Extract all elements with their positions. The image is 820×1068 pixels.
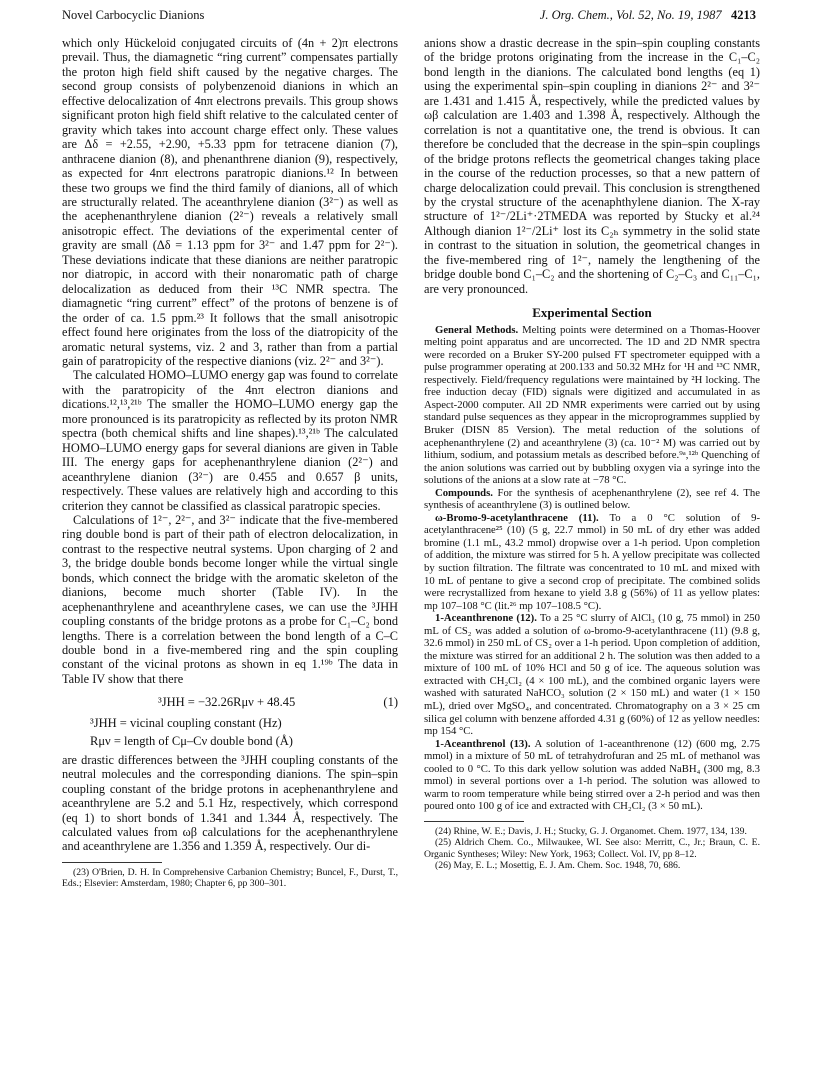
paragraph-text: Melting points were determined on a Thomas-Hoover melting point apparatus and are uncorrected. The 1D and 2D NMR spectra were recorded on a Bruker SY-200 pulsed FT spectrometer equipped with a pulse programmer operating at 200.133 and 50.32 MHz for ¹H and ¹³C NMR, respectively. Field/frequency regulations were maintained by ²H locking. The free induction decay (FID) signals were digitized and accumulated in as Aspect-2000 computer. All 2D NMR experiments were carried out by using standard pulse sequences as they appear in the microprogrammes supplied by Bruker (DISN 85 Version). The metal reduction of the solutions of acephenanthrylene (2) and aceanthrylene (3) (ca. 10⁻² M) was carried out by lithium, sodium, and potassium metals as described before.⁹ᵃ,¹²ᵇ Quenching of the anion solutions was carried out by bubbling oxygen via a syringe into the solutions of the anions at a slow rate at −78 °C. (424, 323, 760, 487)
body-paragraph: Calculations of 1²⁻, 2²⁻, and 3²⁻ indicate that the five-membered ring double bond is part of their path of electron delocalization, in contrast to the respective neutral systems. Upon charging of 2 and 3, the bridge double bonds become longer while the virtual single bonds, which connect the bridge with the aromatic skeleton of the dianions, become much shorter (Table IV). In the acephenanthrylene and aceanthrylene cases, we can use the ³JHH coupling constants of the bridge protons as a probe for C₁–C₂ bond lengths. There is a correlation between the bond length of a C–C double bond in a five-membered ring and the spin coupling constant of the vicinal protons as shown in eq 1.¹⁹ᵇ The data in Table IV show that there (62, 512, 398, 686)
run-in-heading: Compounds. (435, 486, 493, 499)
experimental-paragraph (424, 487, 760, 512)
experimental-paragraph (424, 612, 760, 737)
experimental-section (424, 324, 760, 813)
run-in-heading: 1-Aceanthrenone (12). (435, 612, 537, 625)
equation-number: (1) (383, 695, 398, 710)
body-paragraph: The calculated HOMO–LUMO energy gap was found to correlate with the paratropicity of the 4nπ electron dianions and dications.¹²,¹³,²¹ᵇ The smaller the HOMO–LUMO energy gap the more pronounced is its paratropicity as reflected by its proton NMR spectra (both chemical shifts and line shapes).¹³,²¹ᵇ The calculated HOMO–LUMO energy gaps for several dianions are given in Table III. The energy gaps for acephenanthrylene dianion (2²⁻) and aceanthrylene dianion (3²⁻) are 0.455 and 0.657 β units, respectively. These values are relatively high and according to this criterion they cannot be classified as classical paratropic species. (62, 368, 398, 513)
equation-definition: ³JHH = vicinal coupling constant (Hz) (90, 715, 282, 730)
run-in-heading: General Methods. (435, 323, 519, 336)
experimental-paragraph (424, 512, 760, 612)
journal-citation (540, 8, 756, 23)
left-column (62, 36, 398, 890)
paragraph-text: A solution of 1-aceanthrenone (12) (600 mg, 2.75 mmol) in a mixture of 50 mL of tetrahydrofuran and 25 mL of methanol was cooled to 0 °C. To this dark yellow solution was added NaBH₄ (300 mg, 8.3 mmol) in several portions over a 1-h period. The solution was allowed to warm to room temperature while being stirred over a 2-h period and was then poured onto 100 g of ice and extracted with CH₂Cl₂ (3 × 50 mL). (424, 737, 760, 813)
body-paragraph: which only Hückeloid conjugated circuits of (4n + 2)π electrons prevail. Thus, the diamagnetic “ring current” compensates partially the proton high field shift caused by the negative charges. The second group consists of polybenzenoid dianions in which an effective delocalization of 4nπ electrons prevails. This group shows significant proton high field shift relative to the calculated center of gravity which takes into account charge effect only. These values are Δδ = +2.55, +2.90, +5.33 ppm for tetracene dianion (7), anthracene dianion (8), and phenanthrene dianion (9), respectively, as expected for 4nπ electrons paratropic dianions.¹² In between these two groups we find the third family of dianions, all of which are structurally related. The aceanthrylene dianion (3²⁻) as well as the acephenanthrylene dianion (2²⁻) reveals a relatively small anisotropic effect. The deviations of the experimental center of gravity are small (Δδ = 1.13 ppm for 3²⁻ and 1.47 ppm for 2²⁻). These deviations indicate that these dianions are neither paratropic nor diatropic, in accord with their nonaromatic path of charge delocalization as deduced from their ¹³C NMR spectra. The diamagnetic “ring current” effect” of the protons of benzene is of the order of ca. 1.5 ppm.²³ It follows that the small anisotropic effect found here originates from the loss of the diatropicity of the aromatic netural systems, viz. 2 and 3, rather than from a partial gain of paratropicity of the respective dianions (viz. 2²⁻ and 3²⁻). (62, 36, 398, 368)
body-paragraph: are drastic differences between the ³JHH coupling constants of the neutral molecules and the corresponding dianions. The spin–spin coupling constant of the bridge protons in acephenanthrylene and aceanthrylene are 5.2 and 5.1 Hz, respectively, which correspond (eq 1) to short bonds of 1.341 and 1.344 Å, respectively. The calculated values from ωβ calculations for the acephenanthrylene and aceanthrylene are 1.356 and 1.359 Å, respectively. Our di- (62, 752, 398, 854)
footnote: (26) May, E. L.; Mosettig, E. J. Am. Chem. Soc. 1948, 70, 686. (435, 859, 681, 871)
page-number: 4213 (731, 8, 756, 22)
footnote: (24) Rhine, W. E.; Davis, J. H.; Stucky, G. J. Organomet. Chem. 1977, 134, 139. (435, 825, 747, 837)
footnote-divider (424, 821, 524, 822)
volume-issue-year: Vol. 52, No. 19, 1987 (612, 8, 722, 22)
equation-definition: Rμν = length of Cμ–Cν double bond (Å) (90, 734, 293, 749)
footnote: (25) Aldrich Chem. Co., Milwaukee, WI. See also: Merritt, C., Jr.; Braun, C. E. Organic Syntheses; Wiley: New York, 1963; Collect. Vol. IV, pp 8–12. (424, 837, 760, 860)
run-in-heading: 1-Aceanthrenol (13). (435, 737, 531, 750)
paragraph-text: For the synthesis of acephenanthrylene (2), see ref 4. The synthesis of aceanthrylene (3) is outlined below. (424, 486, 760, 512)
paragraph-text: To a 25 °C slurry of AlCl₃ (10 g, 75 mmol) in 250 mL of CS₂ was added a solution of ω-bromo-9-acetylanthracene (11) (9.8 g, 32.6 mmol) in 250 mL of CS₂ over a 1-h period. Upon completion of addition, the mixture was stirred for an additional 2 h. The solution was then added to a mixture of 100 mL of 10% HCl and 50 g of ice. The aqueous solution was extracted with CH₂Cl₂ (4 × 100 mL), and the combined organic layers were washed with saturated NaHCO₃ solution (2 × 150 mL) and water (1 × 150 mL), dried over MgSO₄, and concentrated. Chromatography on a 3 × 25 cm silica gel column with benzene afforded 4.31 g (60%) of 12 as yellow needles: mp 154 °C. (424, 612, 760, 738)
equation-1 (62, 695, 398, 709)
running-title: Novel Carbocyclic Dianions (62, 8, 205, 22)
run-in-heading: ω-Bromo-9-acetylanthracene (11). (435, 511, 599, 524)
equation-body: ³JHH = −32.26Rμν + 48.45 (158, 695, 296, 710)
body-paragraph: anions show a drastic decrease in the spin–spin coupling constants of the bridge protons originating from the increase in the C₁–C₂ bond length in the dianions. The calculated bond lengths (eq 1) using the experimental spin–spin coupling in dianions 2²⁻ and 3²⁻ are 1.431 and 1.415 Å, respectively, while the predicted values by ωβ calculation are 1.403 and 1.398 Å, respectively. Although the correlation is not a quantitative one, the trend is obvious. It can therefore be concluded that the decrease in the spin–spin couplings of the bridge protons reflects the geometrical changes taking place in the course of the reduction processes, so that a new pattern of charge delocalization could prevail. This conclusion is strengthened by the crystal structure of the acenaphthylene dianion. The X-ray structure of 1²⁻/2Li⁺·2TMEDA was reported by Stucky et al.²⁴ Although dianion 1²⁻/2Li⁺ lost its C₂ₕ symmetry in the solid state in contrast to the situation in solution, the geometrical changes in the five-membered ring of 1²⁻, namely the lengthening of the bridge double bond C₁–C₂ and the shortening of C₂–C₃ and C₁₁–C₁, are very pronounced. (424, 36, 760, 296)
section-heading: Experimental Section (532, 305, 652, 321)
right-column (424, 36, 760, 871)
experimental-paragraph (424, 738, 760, 813)
footnote: (23) O'Brien, D. H. In Comprehensive Carbanion Chemistry; Buncel, F., Durst, T., Eds.; Elsevier: Amsterdam, 1980; Chapter 6, pp 300–301. (62, 866, 398, 890)
footnote-divider (62, 862, 162, 863)
experimental-paragraph (424, 324, 760, 487)
paragraph-text: To a 0 °C solution of 9-acetylanthracene²⁵ (10) (5 g, 22.7 mmol) in 50 mL of dry ether was added bromine (1.1 mL, 43.2 mmol) dropwise over a 1-h period. Upon completion of addition, the mixture was stirred for 5 h. A yellow precipitate was collected by suction filtration. The filtrate was concentrated to 10 mL and mixed with 10 mL of pentane to give a second crop of precipitate. The combined solids were recrystallized from hexane to yield 3.8 g (56%) of 11 as yellow plates: mp 107–108 °C (lit.²⁶ mp 107–108.5 °C). (424, 511, 761, 612)
journal-name: J. Org. Chem., (539, 8, 613, 22)
running-header (62, 8, 756, 28)
